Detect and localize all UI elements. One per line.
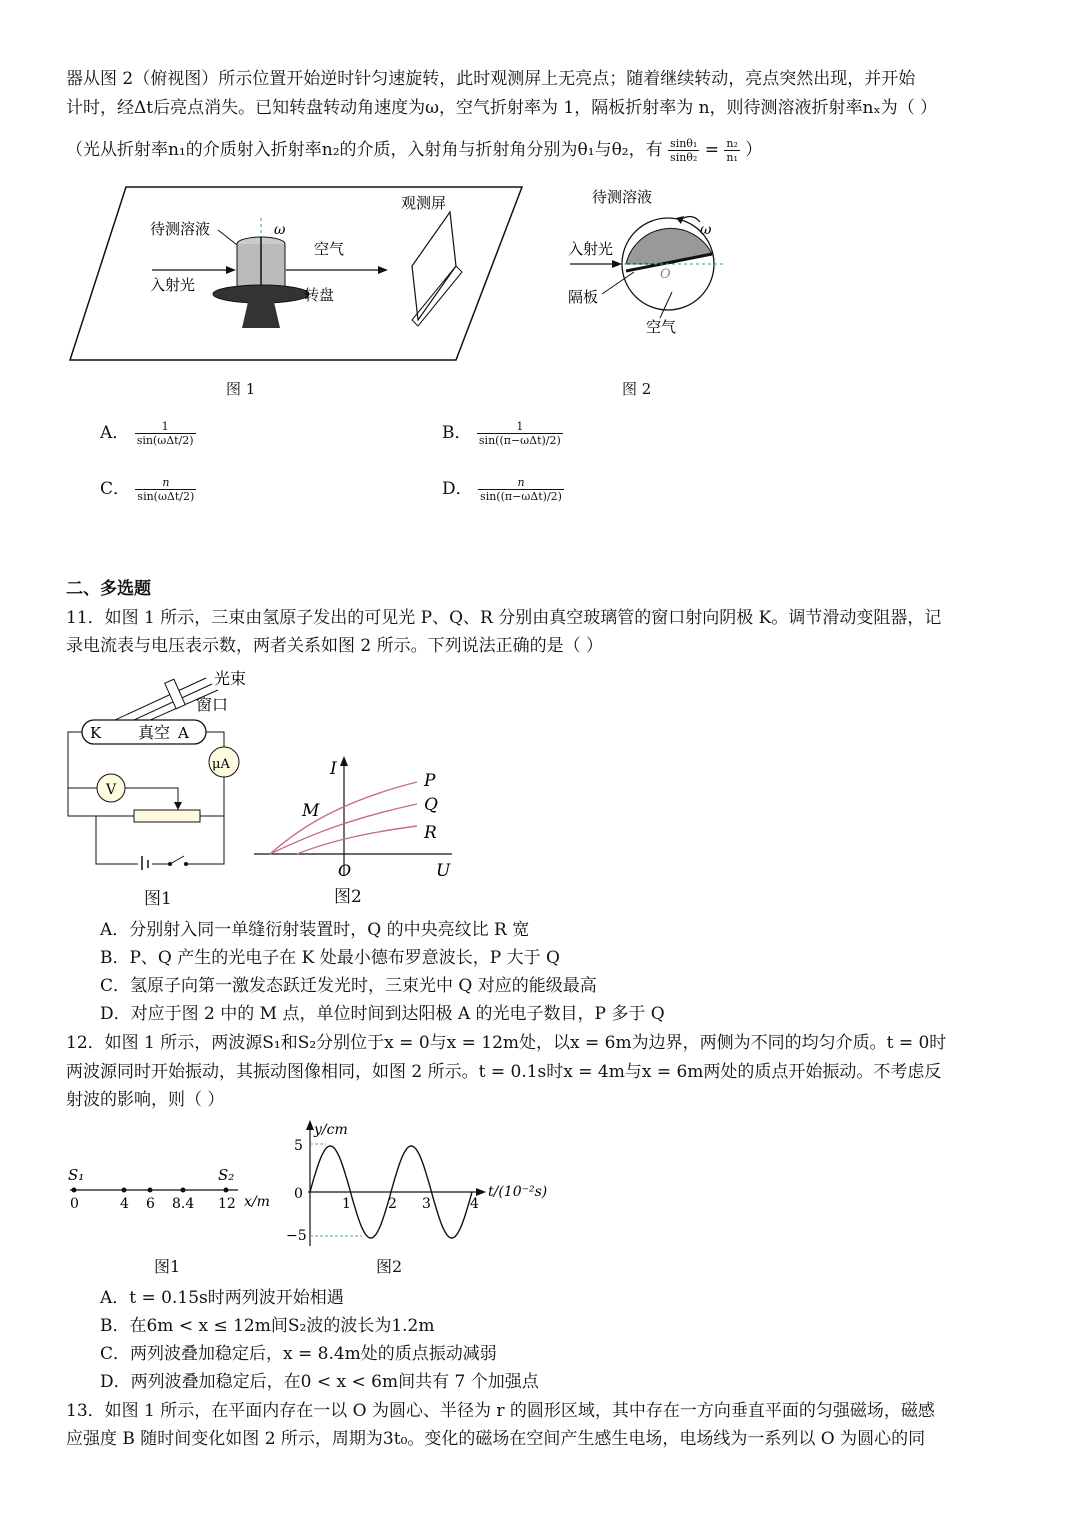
t-tick-2: 2 [388,1196,397,1212]
curve-r [297,826,417,854]
p-label: P [424,771,436,791]
x-unit-label: x/m [244,1194,270,1210]
t-tick-3: 3 [422,1196,431,1212]
t-axis-label: t/(10⁻²s) [488,1184,548,1200]
q12-line-1: 12．如图 1 所示，两波源S₁和S₂分别位于x = 0与x = 12m处，以x = 6m为边界，两侧为不同的均匀介质。t = 0时 [66,1033,947,1053]
q11-line-2: 录电流表与电压表示数，两者关系如图 2 所示。下列说法正确的是（ ） [66,636,604,656]
fig1-incident-label: 入射光 [150,276,196,294]
option-label: B． [442,423,472,443]
q10-option-d[interactable] [442,474,564,503]
frac-den: sinθ₂ [670,151,698,164]
observation-screen [412,212,456,320]
microammeter-label: μA [212,757,230,772]
tick-0: 0 [70,1196,79,1212]
q12-option-b[interactable]: B．在6m < x ≤ 12m间S₂波的波长为1.2m [100,1316,435,1336]
y-tick-neg5: −5 [286,1228,307,1244]
y-tick-0: 0 [294,1186,303,1202]
m-label: M [302,801,320,821]
option-label: A． [100,423,130,443]
fig1-omega-label: ω [274,222,286,238]
q10-option-b[interactable] [442,418,563,447]
q12-figure-1 [62,1160,284,1220]
option-label: D． [442,479,473,499]
frac-num: sinθ₁ [670,137,698,150]
q13-line-2: 应强度 B 随时间变化如图 2 所示，周期为3t₀。变化的磁场在空间产生感生电场，电场线为一系列以 O 为圆心的同 [66,1429,926,1449]
option-label: C． [100,479,131,499]
q11-option-c[interactable]: C．氢原子向第一激发态跃迁发光时，三束光中 Q 对应的能级最高 [100,976,597,996]
option-fraction [135,420,196,447]
hint-close: ） [745,140,763,160]
q10-line-2: 计时，经Δt后亮点消失。已知转盘转动角速度为ω，空气折射率为 1，隔板折射率为 n，则待测溶液折射率nₓ为（ ） [66,98,938,118]
hint-fraction-right [724,137,740,164]
q11-fig2-caption: 图2 [334,887,362,907]
t-tick-4: 4 [470,1196,479,1212]
frac-num: 1 [477,420,563,434]
frac-num: n [478,476,564,490]
fig1-turntable-label: 转盘 [304,286,335,304]
arrow-in [226,266,236,274]
q12-fig2-caption: 图2 [376,1257,403,1276]
frac-den: n₁ [726,151,738,164]
hint-fraction-left [668,137,699,164]
option-fraction [478,476,564,503]
fig2-plate-label: 隔板 [568,288,599,306]
anode-a-label: A [178,724,189,742]
voltmeter-label: V [106,782,117,798]
q10-line-3 [66,136,762,164]
q12-line-3: 射波的影响，则（ ） [66,1090,225,1110]
q10-fig2-caption: 图 2 [622,380,652,398]
q12-option-c[interactable]: C．两列波叠加稳定后，x = 8.4m处的质点振动减弱 [100,1344,497,1364]
r-label: R [424,823,437,843]
q10-option-a[interactable] [100,418,196,447]
fig2-center-label: O [660,267,671,282]
s2-label: S₂ [218,1166,235,1184]
table-plane [70,187,522,360]
q11-fig1-caption: 图1 [144,889,172,909]
frac-num: 1 [135,420,196,434]
fig2-solution-label: 待测溶液 [592,188,653,206]
s1-label: S₁ [68,1166,85,1184]
q11-figure-2 [252,756,462,882]
q11-option-a[interactable]: A．分别射入同一单缝衍射装置时，Q 的中央亮纹比 R 宽 [100,920,530,940]
frac-den: sin(ωΔt/2) [137,490,195,503]
origin-label: O [338,861,352,880]
section-title: 二、多选题 [66,579,151,599]
fig1-screen-label: 观测屏 [401,194,447,212]
tick-8-4: 8.4 [172,1196,195,1212]
frac-num: n₂ [726,137,738,150]
q-label: Q [424,795,438,815]
t-tick-1: 1 [342,1196,351,1212]
fig2-air-label: 空气 [646,318,677,336]
q11-line-1: 11．如图 1 所示，三束由氢原子发出的可见光 P、Q、R 分别由真空玻璃管的窗口射向阴极 K。调节滑动变阻器，记 [66,608,942,628]
q10-figure-1 [66,182,536,372]
u-axis-label: U [436,861,451,881]
q10-fig1-caption: 图 1 [226,380,256,398]
hint-equals: = [704,140,719,160]
q11-option-d[interactable]: D．对应于图 2 中的 M 点，单位时间到达阳极 A 的光电子数目，P 多于 Q [100,1004,665,1024]
q13-line-1: 13．如图 1 所示，在平面内存在一以 O 为圆心、半径为 r 的圆形区域，其中存在一方向垂直平面的匀强磁场，磁感 [66,1401,935,1421]
tick-4: 4 [120,1196,129,1212]
fig1-solution-label: 待测溶液 [150,220,211,238]
q11-figure-1 [66,664,256,870]
vacuum-label: 真空 [138,723,171,742]
fig2-omega-label: ω [700,222,712,238]
q12-option-d[interactable]: D．两列波叠加稳定后，在0 < x < 6m间共有 7 个加强点 [100,1372,539,1392]
tick-12: 12 [218,1196,236,1212]
q10-option-c[interactable] [100,474,196,503]
y-axis-label: y/cm [314,1122,348,1138]
q10-figure-2 [560,182,750,342]
window-label: 窗口 [196,695,229,714]
cathode-k-label: K [90,724,102,742]
frac-num: n [135,476,196,490]
turntable [213,285,309,303]
arrow-out [378,266,388,274]
q12-fig1-caption: 图1 [154,1257,181,1276]
rheostat [134,810,200,822]
beam-label: 光束 [214,669,247,688]
y-tick-5: 5 [294,1138,303,1154]
frac-den: sin(ωΔt/2) [136,434,194,447]
option-fraction [477,420,563,447]
q12-line-2: 两波源同时开始振动，其振动图像相同，如图 2 所示。t = 0.1s时x = 4m与x = 6m两处的质点开始振动。不考虑反 [66,1062,942,1082]
fig2-incident-label: 入射光 [568,240,614,258]
frac-den: sin((π−ωΔt)/2) [480,490,562,503]
q10-hint-text: （光从折射率n₁的介质射入折射率n₂的介质，入射角与折射角分别为θ₁与θ₂，有 [66,140,663,160]
fig1-air-label: 空气 [314,240,345,258]
q10-line-1: 器从图 2（俯视图）所示位置开始逆时针匀速旋转，此时观测屏上无亮点；随着继续转动，亮点突然出现，并开始 [66,69,916,89]
frac-den: sin((π−ωΔt)/2) [478,434,561,447]
i-axis-label: I [330,759,337,779]
option-fraction [135,476,196,503]
tick-6: 6 [146,1196,155,1212]
q11-option-b[interactable]: B．P、Q 产生的光电子在 K 处最小德布罗意波长，P 大于 Q [100,948,560,968]
q12-figure-2 [282,1118,572,1248]
q12-option-a[interactable]: A．t = 0.15s时两列波开始相遇 [100,1288,344,1308]
